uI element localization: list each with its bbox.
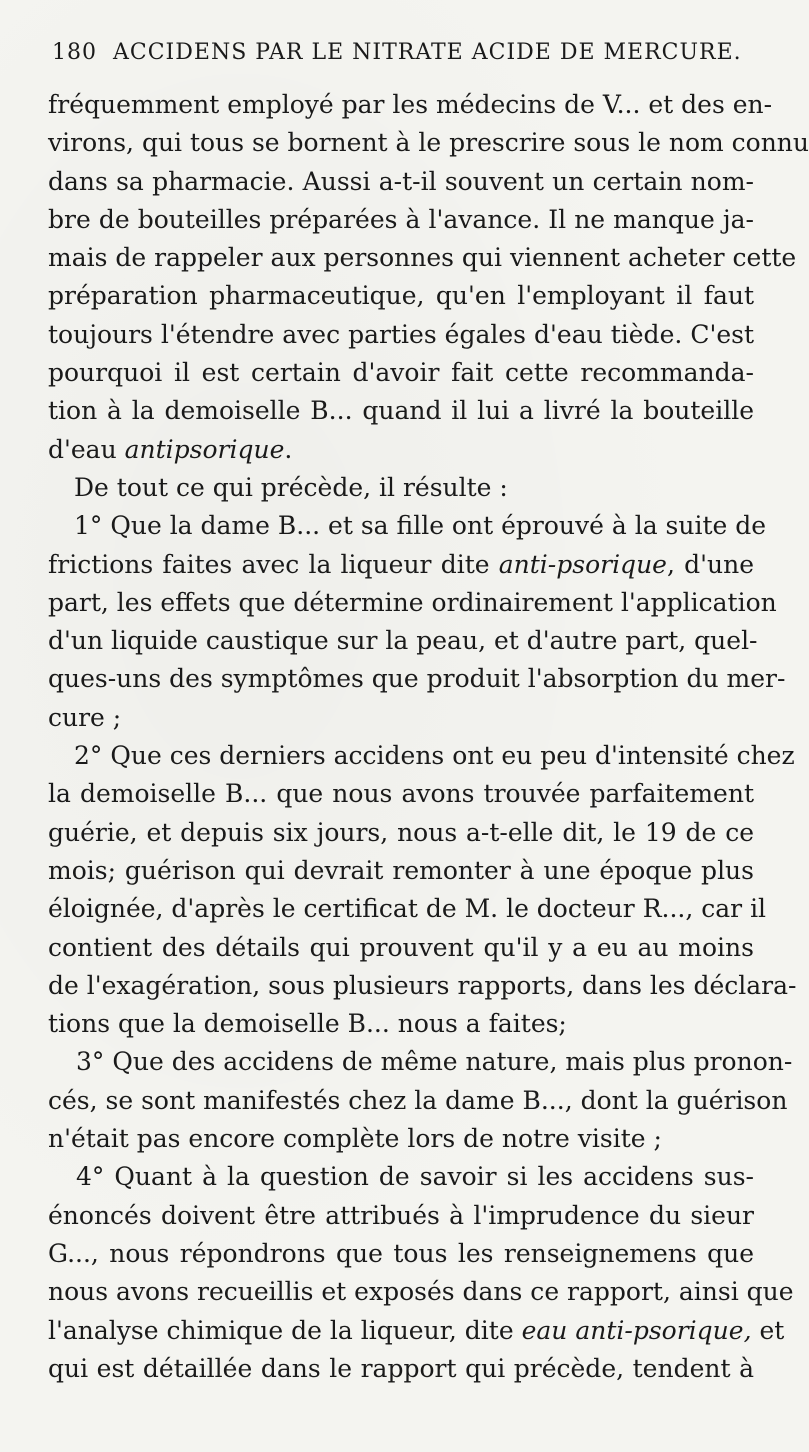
running-title: ACCIDENS PAR LE NITRATE ACIDE DE MERCURE. [113,40,742,65]
text-line: G..., nous répondrons que tous les renseignemens que [48,1238,754,1268]
text-line: guérie, et depuis six jours, nous a-t-elle dit, le 19 de ce [48,817,754,847]
text-line: éloignée, d'après le certificat de M. le docteur R..., car il [48,894,767,924]
text-line: bre de bouteilles préparées à l'avance. Il ne manque ja- [48,204,754,234]
text-line: la demoiselle B... que nous avons trouvée parfaitement [48,779,754,809]
text-line: fréquemment employé par les médecins de V... et des en- [48,90,773,119]
text-line: n'était pas encore complète lors de notre visite ; [48,1124,662,1154]
text-line: tion à la demoiselle B... quand il lui a livré la bouteille [48,396,754,426]
italic-term: antipsorique [124,434,285,464]
text-line: dans sa pharmacie. Aussi a-t-il souvent un certain nom- [48,166,754,196]
numbered-line: 1° Que la dame B... et sa fille ont éprouvé à la suite de [74,511,767,541]
page-number: 180 [52,40,97,65]
text-line: part, les effets que détermine ordinairement l'application [48,587,777,617]
text-line: toujours l'étendre avec parties égales d'eau tiède. C'est [48,319,754,349]
paragraph-line: De tout ce qui précède, il résulte : [74,472,508,502]
text-line: mois; guérison qui devrait remonter à une époque plus [48,855,754,885]
running-header [52,40,752,65]
text-line: d'un liquide caustique sur la peau, et d'autre part, quel- [48,626,758,656]
body-text [48,86,809,1388]
text-line: l'analyse chimique de la liqueur, dite eau anti-psorique, et [48,1315,785,1345]
numbered-line: 2° Que ces derniers accidens ont eu peu d'intensité chez [74,741,795,771]
text-line: cés, se sont manifestés chez la dame B..., dont la guérison [48,1085,788,1115]
text-line: préparation pharmaceutique, qu'en l'employant il faut [48,281,754,311]
text-line: d'eau antipsorique. [48,434,293,464]
italic-term: anti-psorique [498,549,667,579]
text-line: ques-uns des symptômes que produit l'absorption du mer- [48,664,786,694]
italic-term: eau anti-psorique, [521,1315,752,1345]
text-line: virons, qui tous se bornent à le prescrire sous le nom connu [48,128,809,158]
text-line: cure ; [48,702,122,732]
text-line: de l'exagération, sous plusieurs rapports, dans les déclara- [48,970,797,1000]
text-line: mais de rappeler aux personnes qui viennent acheter cette [48,243,797,273]
text-line: énoncés doivent être attribués à l'imprudence du sieur [48,1200,754,1230]
text-line: contient des détails qui prouvent qu'il y a eu au moins [48,932,754,962]
text-line: tions que la demoiselle B... nous a faites; [48,1009,567,1039]
text-line: qui est détaillée dans le rapport qui précède, tendent à [48,1353,754,1383]
text-line: pourquoi il est certain d'avoir fait cette recommanda- [48,358,754,388]
text-line: frictions faites avec la liqueur dite anti-psorique, d'une [48,549,754,579]
numbered-line: 3° Que des accidens de même nature, mais plus pronon- [76,1047,793,1077]
text-line: nous avons recueillis et exposés dans ce rapport, ainsi que [48,1277,794,1307]
numbered-line: 4° Quant à la question de savoir si les accidens sus- [76,1162,754,1192]
